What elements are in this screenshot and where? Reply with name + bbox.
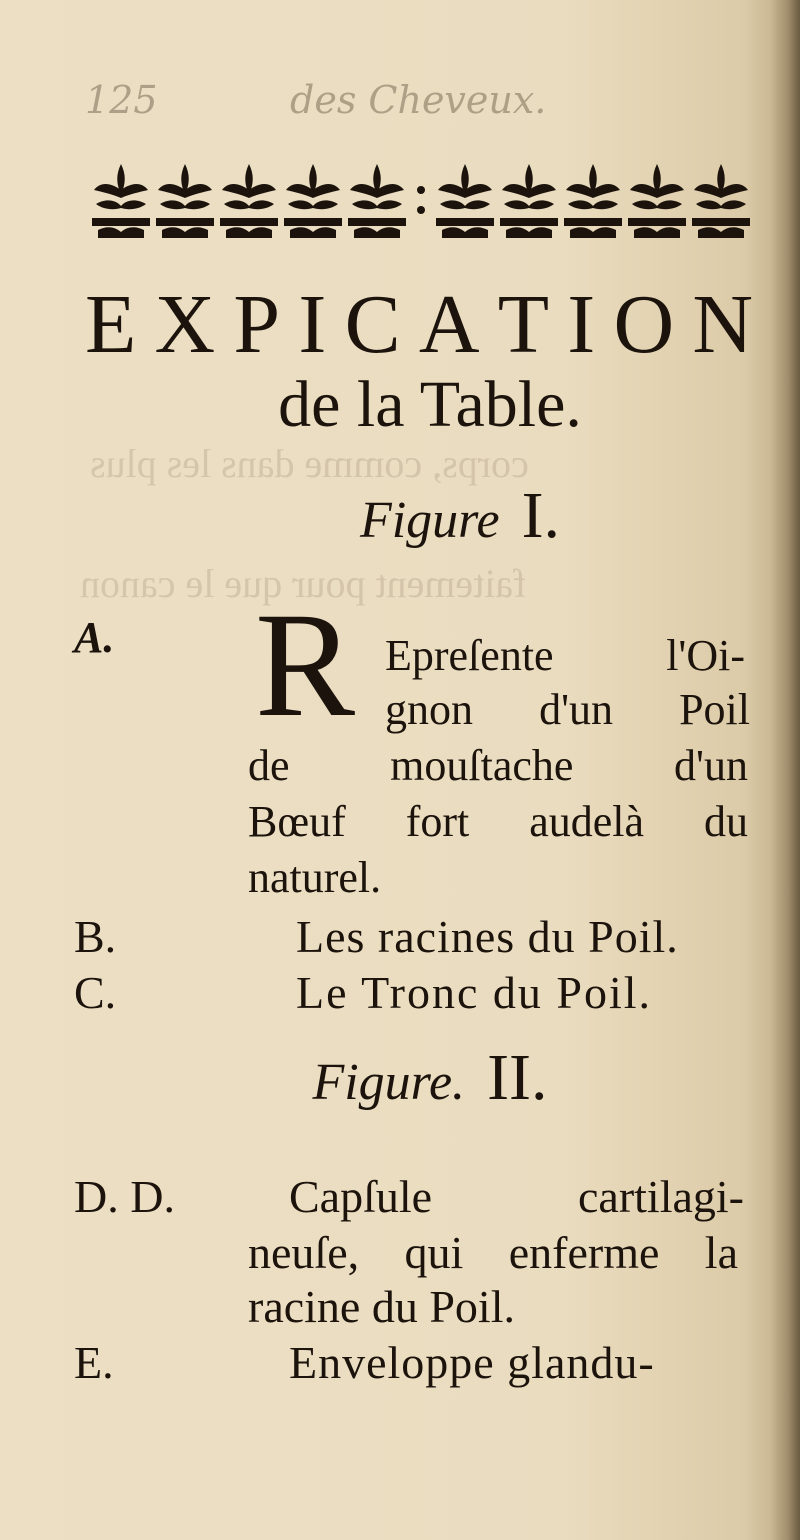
fleuron-unit — [92, 164, 150, 238]
ornament-colon-dot — [417, 206, 425, 214]
title-letter: T — [497, 278, 552, 371]
entry-a-line-5: naturel. — [248, 853, 382, 902]
bleed-through-text: corps, comme dans les plus — [90, 441, 529, 486]
page-number: 125 — [85, 78, 158, 122]
figure-numeral: II. — [487, 1041, 548, 1114]
entry-a-line-3 — [248, 740, 748, 791]
entry-letter: E. — [74, 1337, 114, 1388]
word: du — [703, 797, 748, 846]
entry-d-line-3: racine du Poil. — [248, 1281, 515, 1332]
entry-letter: B. — [74, 911, 117, 962]
title-letter: C — [344, 278, 403, 371]
word: Epreſente — [385, 631, 554, 680]
fleuron-unit — [564, 164, 622, 238]
entry-d-line-2 — [248, 1226, 738, 1279]
entry-a-line-2 — [385, 684, 750, 735]
fleuron-unit — [500, 164, 558, 238]
fleuron-unit — [156, 164, 214, 238]
entry-letter: C. — [74, 967, 117, 1018]
word: mouſtache — [390, 741, 574, 790]
fleuron-unit — [436, 164, 494, 238]
word: cartilagi- — [577, 1171, 744, 1222]
fleuron-unit — [348, 164, 406, 238]
page-gutter-shadow — [770, 0, 800, 1540]
title-letter: I — [298, 278, 329, 371]
entry-text: Le Tronc du Poil. — [296, 967, 653, 1018]
entry-letter: A. — [74, 613, 115, 662]
ornament-colon-dot — [417, 186, 425, 194]
word: de — [248, 741, 290, 790]
word: d'un — [674, 741, 748, 790]
fleuron-unit — [628, 164, 686, 238]
ornament-band — [88, 160, 753, 242]
entry-a-line-4 — [248, 796, 748, 847]
fleuron-unit — [692, 164, 750, 238]
word: la — [704, 1227, 738, 1278]
page-subtitle: de la Table. — [278, 368, 582, 441]
title-letter: I — [567, 278, 598, 371]
title-letter: A — [418, 278, 482, 371]
word: qui — [404, 1227, 464, 1278]
figure-word: Figure. — [312, 1054, 466, 1111]
title-text — [85, 280, 755, 370]
entry-a-line-1 — [385, 630, 745, 681]
figure-numeral: I. — [521, 479, 561, 552]
figure-heading-2 — [30, 1040, 800, 1116]
entry-d-line-1 — [289, 1170, 744, 1223]
page-title — [85, 280, 755, 370]
fleuron-unit — [220, 164, 278, 238]
word: gnon — [385, 685, 473, 734]
word: audelà — [529, 797, 645, 846]
figure-heading-1 — [60, 478, 800, 554]
title-letter: P — [233, 278, 283, 371]
figure-word: Figure — [359, 492, 500, 549]
word: Poil — [679, 685, 750, 734]
word: enferme — [508, 1227, 660, 1278]
fleuron-unit — [284, 164, 342, 238]
entry-text: Enveloppe glandu- — [289, 1337, 655, 1388]
entry-letter: D. D. — [74, 1171, 175, 1222]
word: d'un — [539, 685, 613, 734]
title-letter: O — [613, 278, 677, 371]
running-header — [85, 78, 705, 128]
word: Bœuf — [248, 797, 346, 846]
word: Capſule — [289, 1171, 433, 1222]
drop-cap: R — [255, 582, 356, 748]
word: l'Oi- — [666, 631, 745, 680]
word: fort — [405, 797, 470, 846]
bleed-through-text: faitement pour que le canon — [80, 561, 527, 606]
running-title: des Cheveux. — [290, 78, 547, 122]
fleuron-ornament — [88, 160, 753, 242]
title-letter: E — [85, 278, 139, 371]
entry-text: Les racines du Poil. — [296, 911, 679, 962]
title-letter: N — [692, 278, 755, 371]
title-letter: X — [154, 278, 218, 371]
word: neuſe, — [248, 1227, 360, 1278]
